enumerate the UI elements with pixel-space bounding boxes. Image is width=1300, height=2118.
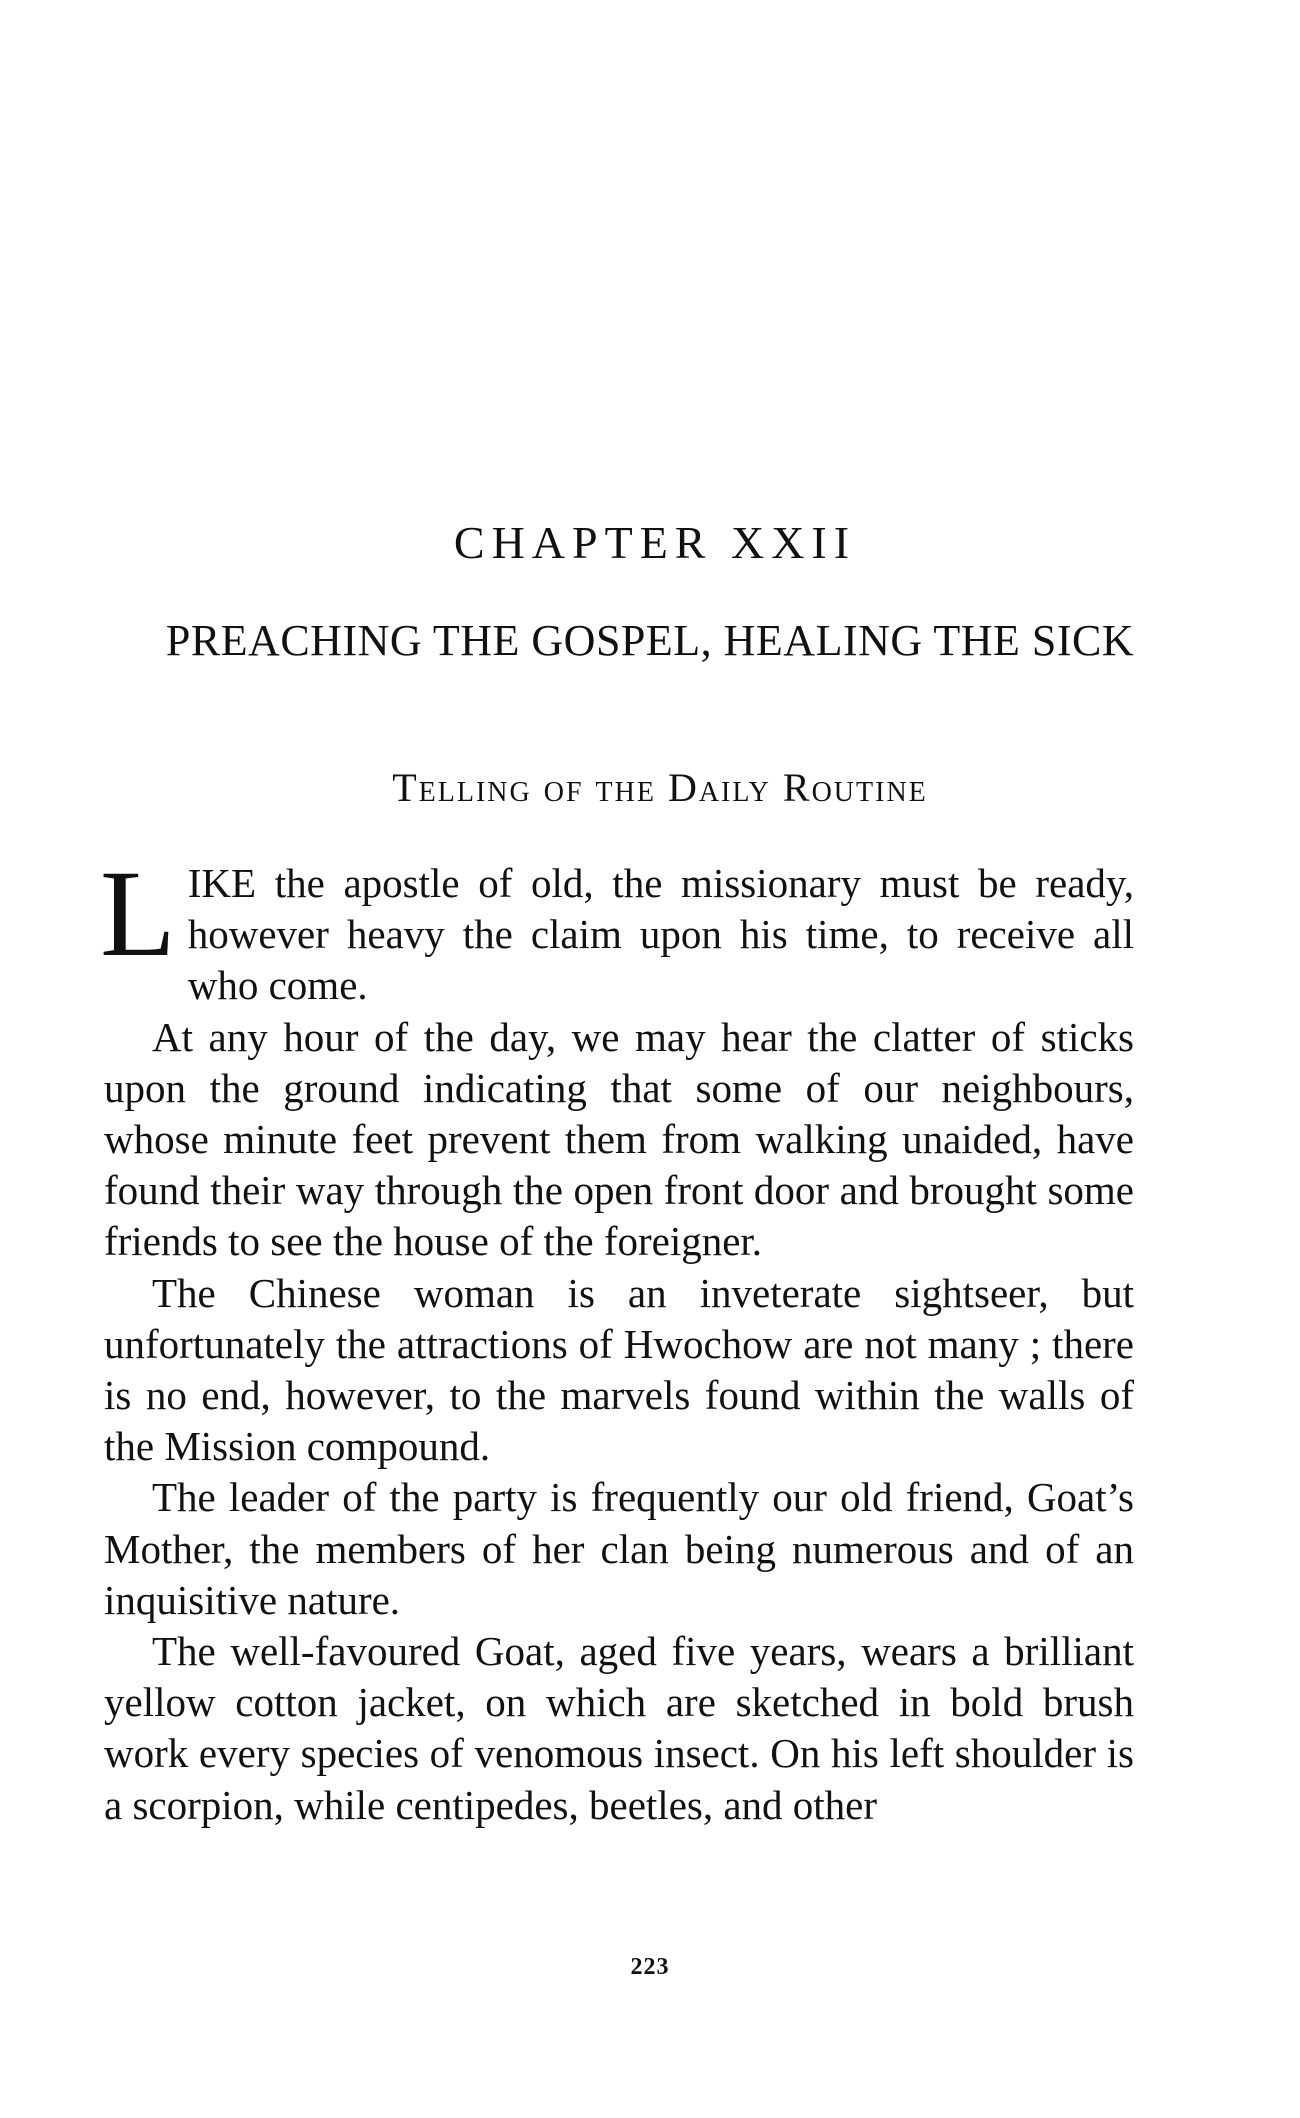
page-number: 223 [630, 1954, 670, 1980]
body-text [100, 845, 1134, 1831]
paragraph: The Chinese woman is an inveterate sightseer, but unfortunately the attractions of Hwochow are not many ; there is no end, however, to the marvels found within the walls of the Mission compound. [104, 1269, 1134, 1470]
paragraph-text: IKE the apostle of old, the missionary must be ready, however heavy the claim upon his time, to receive all who come. [187, 860, 1134, 1009]
paragraph: The well-favoured Goat, aged five years, wears a brilliant yellow cotton jacket, on which are sketched in bold brush work every species of venomous insect. On his left shoulder is a scorpion, while centipedes, beetles, and other [104, 1628, 1134, 1828]
section-heading: Telling of the Daily Routine [392, 765, 928, 810]
paragraph: At any hour of the day, we may hear the clatter of sticks upon the ground indicating that some of our neighbours, whose minute feet prevent them from walking unaided, have found their way through the open front door and brought some friends to see the house of the foreigner. [104, 1013, 1134, 1265]
paragraph: The leader of the party is frequently our old friend, Goat’s Mother, the members of her clan being numerous and of an inquisitive nature. [104, 1474, 1134, 1623]
paragraph [100, 845, 1134, 1012]
chapter-number: CHAPTER XXII [453, 517, 857, 568]
drop-cap: L [100, 845, 176, 982]
chapter-title: PREACHING THE GOSPEL, HEALING THE SICK [165, 616, 1135, 665]
